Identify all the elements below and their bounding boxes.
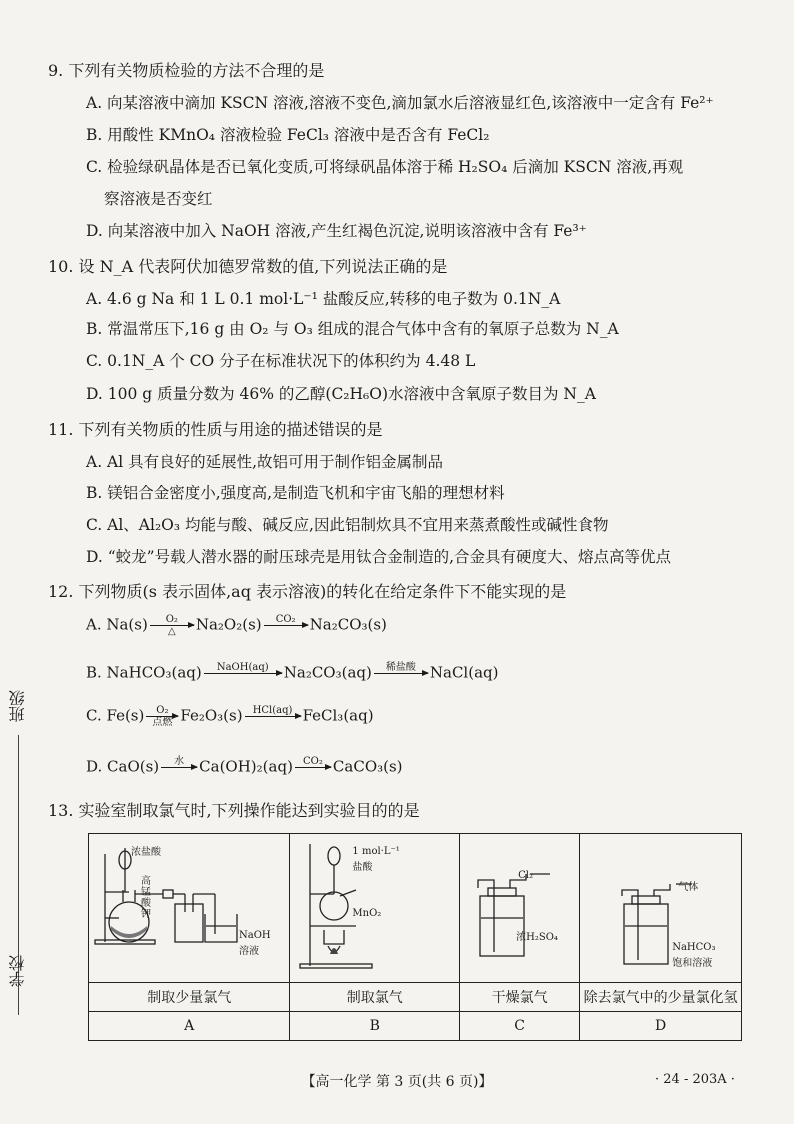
d-label-nahco3: NaHCO₃ bbox=[672, 942, 716, 953]
letter-b: B bbox=[290, 1012, 460, 1041]
q12-d-arrow-2 bbox=[295, 756, 331, 779]
caption-b: 制取氯气 bbox=[290, 983, 460, 1012]
q11-option-b: B. 镁铝合金密度小,强度高,是制造飞机和宇宙飞船的理想材料 bbox=[86, 484, 505, 502]
q12-option-c bbox=[86, 705, 374, 728]
q12-a-product: Na₂CO₃(s) bbox=[309, 615, 387, 634]
q11-option-d: D. “蛟龙”号载人潜水器的耐压球壳是用钛合金制造的,合金具有硬度大、熔点高等优点 bbox=[86, 548, 672, 566]
q10-option-b: B. 常温常压下,16 g 由 O₂ 与 O₃ 组成的混合气体中含有的氧原子总数为 N_A bbox=[86, 320, 619, 338]
q12-b-reactant: B. NaHCO₃(aq) bbox=[86, 663, 202, 682]
apparatus-a-drawing bbox=[89, 834, 289, 980]
q9-option-c: C. 检验绿矾晶体是否已氧化变质,可将绿矾晶体溶于稀 H₂SO₄ 后滴加 KSCN 溶液,再观 bbox=[86, 158, 684, 176]
q12-b-arrow-1-bottom bbox=[204, 674, 282, 685]
q12-a-arrow-2-top: CO₂ bbox=[275, 614, 296, 625]
q12-c-reactant: C. Fe(s) bbox=[86, 706, 145, 725]
q12-d-reactant: D. CaO(s) bbox=[86, 757, 160, 776]
q12-b-arrow-1-top: NaOH(aq) bbox=[216, 662, 269, 673]
q12-c-arrow-2-bottom bbox=[245, 717, 301, 728]
caption-a: 制取少量氯气 bbox=[89, 983, 290, 1012]
c-label-h2so4: 浓H₂SO₄ bbox=[516, 932, 558, 943]
side-label-school: 学校 bbox=[8, 955, 27, 987]
q11-option-c: C. Al、Al₂O₃ 均能与酸、碱反应,因此铝制炊具不宜用来蒸煮酸性或碱性食物 bbox=[86, 516, 609, 534]
q9-option-d: D. 向某溶液中加入 NaOH 溶液,产生红褐色沉淀,说明该溶液中含有 Fe³⁺ bbox=[86, 222, 587, 240]
paper-code: · 24 - 203A · bbox=[655, 1072, 735, 1087]
a-label-kmno4-2: 锰 bbox=[141, 887, 151, 898]
apparatus-d-drawing bbox=[580, 834, 740, 980]
apparatus-a bbox=[89, 834, 290, 983]
q12-c-arrow-2-top: HCl(aq) bbox=[252, 705, 293, 716]
q12-c-intermediate: Fe₂O₃(s) bbox=[180, 706, 243, 725]
q12-option-b bbox=[86, 662, 498, 685]
q11-option-a: A. Al 具有良好的延展性,故铝可用于制作铝金属制品 bbox=[86, 453, 444, 471]
a-label-kmno4-1: 高 bbox=[141, 876, 151, 887]
d-label-gas: 气体 bbox=[678, 882, 699, 893]
b-label-mno2: MnO₂ bbox=[352, 908, 382, 919]
q10-option-d: D. 100 g 质量分数为 46% 的乙醇(C₂H₆O)水溶液中含氧原子数目为 N_A bbox=[86, 385, 596, 403]
q12-a-arrow-1-top: O₂ bbox=[165, 614, 178, 625]
q12-c-product: FeCl₃(aq) bbox=[302, 706, 374, 725]
c-label-cl2: Cl₂ bbox=[518, 870, 533, 881]
a-label-hcl: 浓盐酸 bbox=[131, 847, 161, 858]
q12-b-arrow-1 bbox=[204, 662, 282, 685]
apparatus-c bbox=[460, 834, 580, 983]
q12-d-product: CaCO₃(s) bbox=[332, 757, 403, 776]
q12-b-product: NaCl(aq) bbox=[429, 663, 499, 682]
a-label-naoh: NaOH bbox=[239, 930, 271, 941]
side-label-class: 班级 bbox=[8, 690, 27, 722]
q12-b-intermediate: Na₂CO₃(aq) bbox=[283, 663, 372, 682]
q12-c-arrow-1-top: O₂ bbox=[156, 705, 169, 716]
apparatus-table bbox=[88, 833, 742, 1041]
letter-a: A bbox=[89, 1012, 290, 1041]
q12-d-arrow-2-top: CO₂ bbox=[302, 756, 323, 767]
letter-c: C bbox=[460, 1012, 580, 1041]
q12-b-arrow-2 bbox=[374, 662, 428, 685]
q12-a-arrow-2 bbox=[264, 614, 308, 637]
a-label-solution: 溶液 bbox=[239, 946, 259, 957]
q9-option-b: B. 用酸性 KMnO₄ 溶液检验 FeCl₃ 溶液中是否含有 FeCl₂ bbox=[86, 126, 490, 144]
letter-d: D bbox=[580, 1012, 742, 1041]
apparatus-d bbox=[580, 834, 742, 983]
q12-a-intermediate: Na₂O₂(s) bbox=[195, 615, 262, 634]
q10-option-a: A. 4.6 g Na 和 1 L 0.1 mol·L⁻¹ 盐酸反应,转移的电子数为 0.1N_A bbox=[86, 290, 561, 308]
a-label-kmno4-3: 酸 bbox=[141, 898, 151, 909]
apparatus-b bbox=[290, 834, 460, 983]
q10-stem: 10. 设 N_A 代表阿伏加德罗常数的值,下列说法正确的是 bbox=[48, 257, 448, 276]
page-footer: 【高一化学 第 3 页(共 6 页)】 bbox=[301, 1074, 493, 1090]
b-label-conc: 1 mol·L⁻¹ bbox=[352, 846, 400, 857]
q12-b-arrow-2-top: 稀盐酸 bbox=[385, 662, 416, 673]
q10-option-c: C. 0.1N_A 个 CO 分子在标准状况下的体积约为 4.48 L bbox=[86, 352, 476, 370]
q12-option-a bbox=[86, 614, 387, 637]
q12-b-arrow-2-bottom bbox=[374, 674, 428, 685]
apparatus-c-drawing bbox=[460, 834, 578, 980]
q12-c-arrow-2 bbox=[245, 705, 301, 728]
q12-stem: 12. 下列物质(s 表示固体,aq 表示溶液)的转化在给定条件下不能实现的是 bbox=[48, 582, 567, 601]
caption-c: 干燥氯气 bbox=[460, 983, 580, 1012]
q12-c-arrow-1-bottom: 点燃 bbox=[152, 717, 173, 728]
q12-option-d bbox=[86, 756, 403, 779]
q9-stem: 9. 下列有关物质检验的方法不合理的是 bbox=[48, 61, 325, 80]
a-label-kmno4-4: 钾 bbox=[141, 909, 151, 920]
b-label-hcl: 盐酸 bbox=[352, 862, 373, 873]
d-label-saturated: 饱和溶液 bbox=[672, 958, 713, 969]
q12-c-arrow-1 bbox=[146, 705, 178, 728]
q12-a-arrow-1 bbox=[150, 614, 194, 637]
q13-stem: 13. 实验室制取氯气时,下列操作能达到实验目的的是 bbox=[48, 801, 420, 820]
caption-d: 除去氯气中的少量氯化氢 bbox=[580, 983, 742, 1012]
q11-stem: 11. 下列有关物质的性质与用途的描述错误的是 bbox=[48, 420, 383, 439]
q9-option-c-cont: 察溶液是否变红 bbox=[104, 190, 213, 208]
q12-a-reactant: A. Na(s) bbox=[86, 615, 148, 634]
q9-option-a: A. 向某溶液中滴加 KSCN 溶液,溶液不变色,滴加氯水后溶液显红色,该溶液中一定含有 Fe²⁺ bbox=[86, 94, 714, 112]
q12-a-arrow-1-bottom: △ bbox=[167, 626, 176, 637]
q12-d-arrow-1-top: 水 bbox=[174, 756, 185, 767]
q12-d-arrow-1 bbox=[161, 756, 197, 779]
q12-d-intermediate: Ca(OH)₂(aq) bbox=[199, 757, 293, 776]
